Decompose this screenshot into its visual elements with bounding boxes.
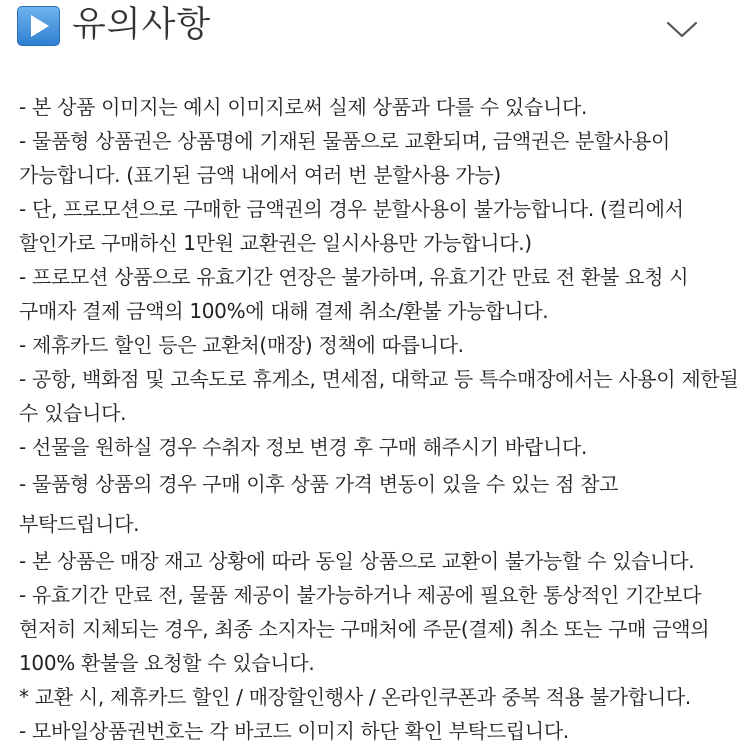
play-button-icon <box>17 6 60 46</box>
notice-item: - 공항, 백화점 및 고속도로 휴게소, 면세점, 대학교 등 특수매장에서는 사용이 제한될 수 있습니다. <box>19 367 739 425</box>
notice-item: - 모바일상품권번호는 각 바코드 이미지 하단 확인 부탁드립니다. <box>19 719 569 743</box>
notice-item: - 선물을 원하실 경우 수취자 정보 변경 후 구매 해주시기 바랍니다. <box>19 435 588 459</box>
play-triangle-icon <box>18 7 59 45</box>
page-title: 유의사항 <box>72 5 212 45</box>
notice-item: - 본 상품 이미지는 예시 이미지로써 실제 상품과 다를 수 있습니다. <box>19 95 588 119</box>
chevron-down-icon[interactable] <box>664 14 700 44</box>
notice-item: - 제휴카드 할인 등은 교환처(매장) 정책에 따릅니다. <box>19 333 464 357</box>
notice-item: - 물품형 상품의 경우 구매 이후 상품 가격 변동이 있을 수 있는 점 참고 부탁드립니다. <box>19 472 619 536</box>
notice-item: * 교환 시, 제휴카드 할인 / 매장할인행사 / 온라인쿠폰과 중복 적용 불가합니다. <box>19 685 691 709</box>
notice-item: - 유효기간 만료 전, 물품 제공이 불가능하거나 제공에 필요한 통상적인 기간보다 현저히 지체되는 경우, 최종 소지자는 구매처에 주문(결제) 취소 또는 구매 금액의 100% 환불을 요청할 수 있습니다. <box>19 583 710 675</box>
notice-item: - 단, 프로모션으로 구매한 금액권의 경우 분할사용이 불가능합니다. (컬리에서 할인가로 구매하신 1만원 교환권은 일시사용만 가능합니다.) <box>19 197 684 255</box>
notice-item: - 본 상품은 매장 재고 상황에 따라 동일 상품으로 교환이 불가능할 수 있습니다. <box>19 549 695 573</box>
notice-item: - 물품형 상품권은 상품명에 기재된 물품으로 교환되며, 금액권은 분할사용이 가능합니다. (표기된 금액 내에서 여러 번 분할사용 가능) <box>19 129 671 187</box>
notice-list <box>19 90 743 748</box>
notice-item: - 프로모션 상품으로 유효기간 연장은 불가하며, 유효기간 만료 전 환불 요청 시 구매자 결제 금액의 100%에 대해 결제 취소/환불 가능합니다. <box>19 265 689 323</box>
notice-header[interactable] <box>0 0 755 56</box>
